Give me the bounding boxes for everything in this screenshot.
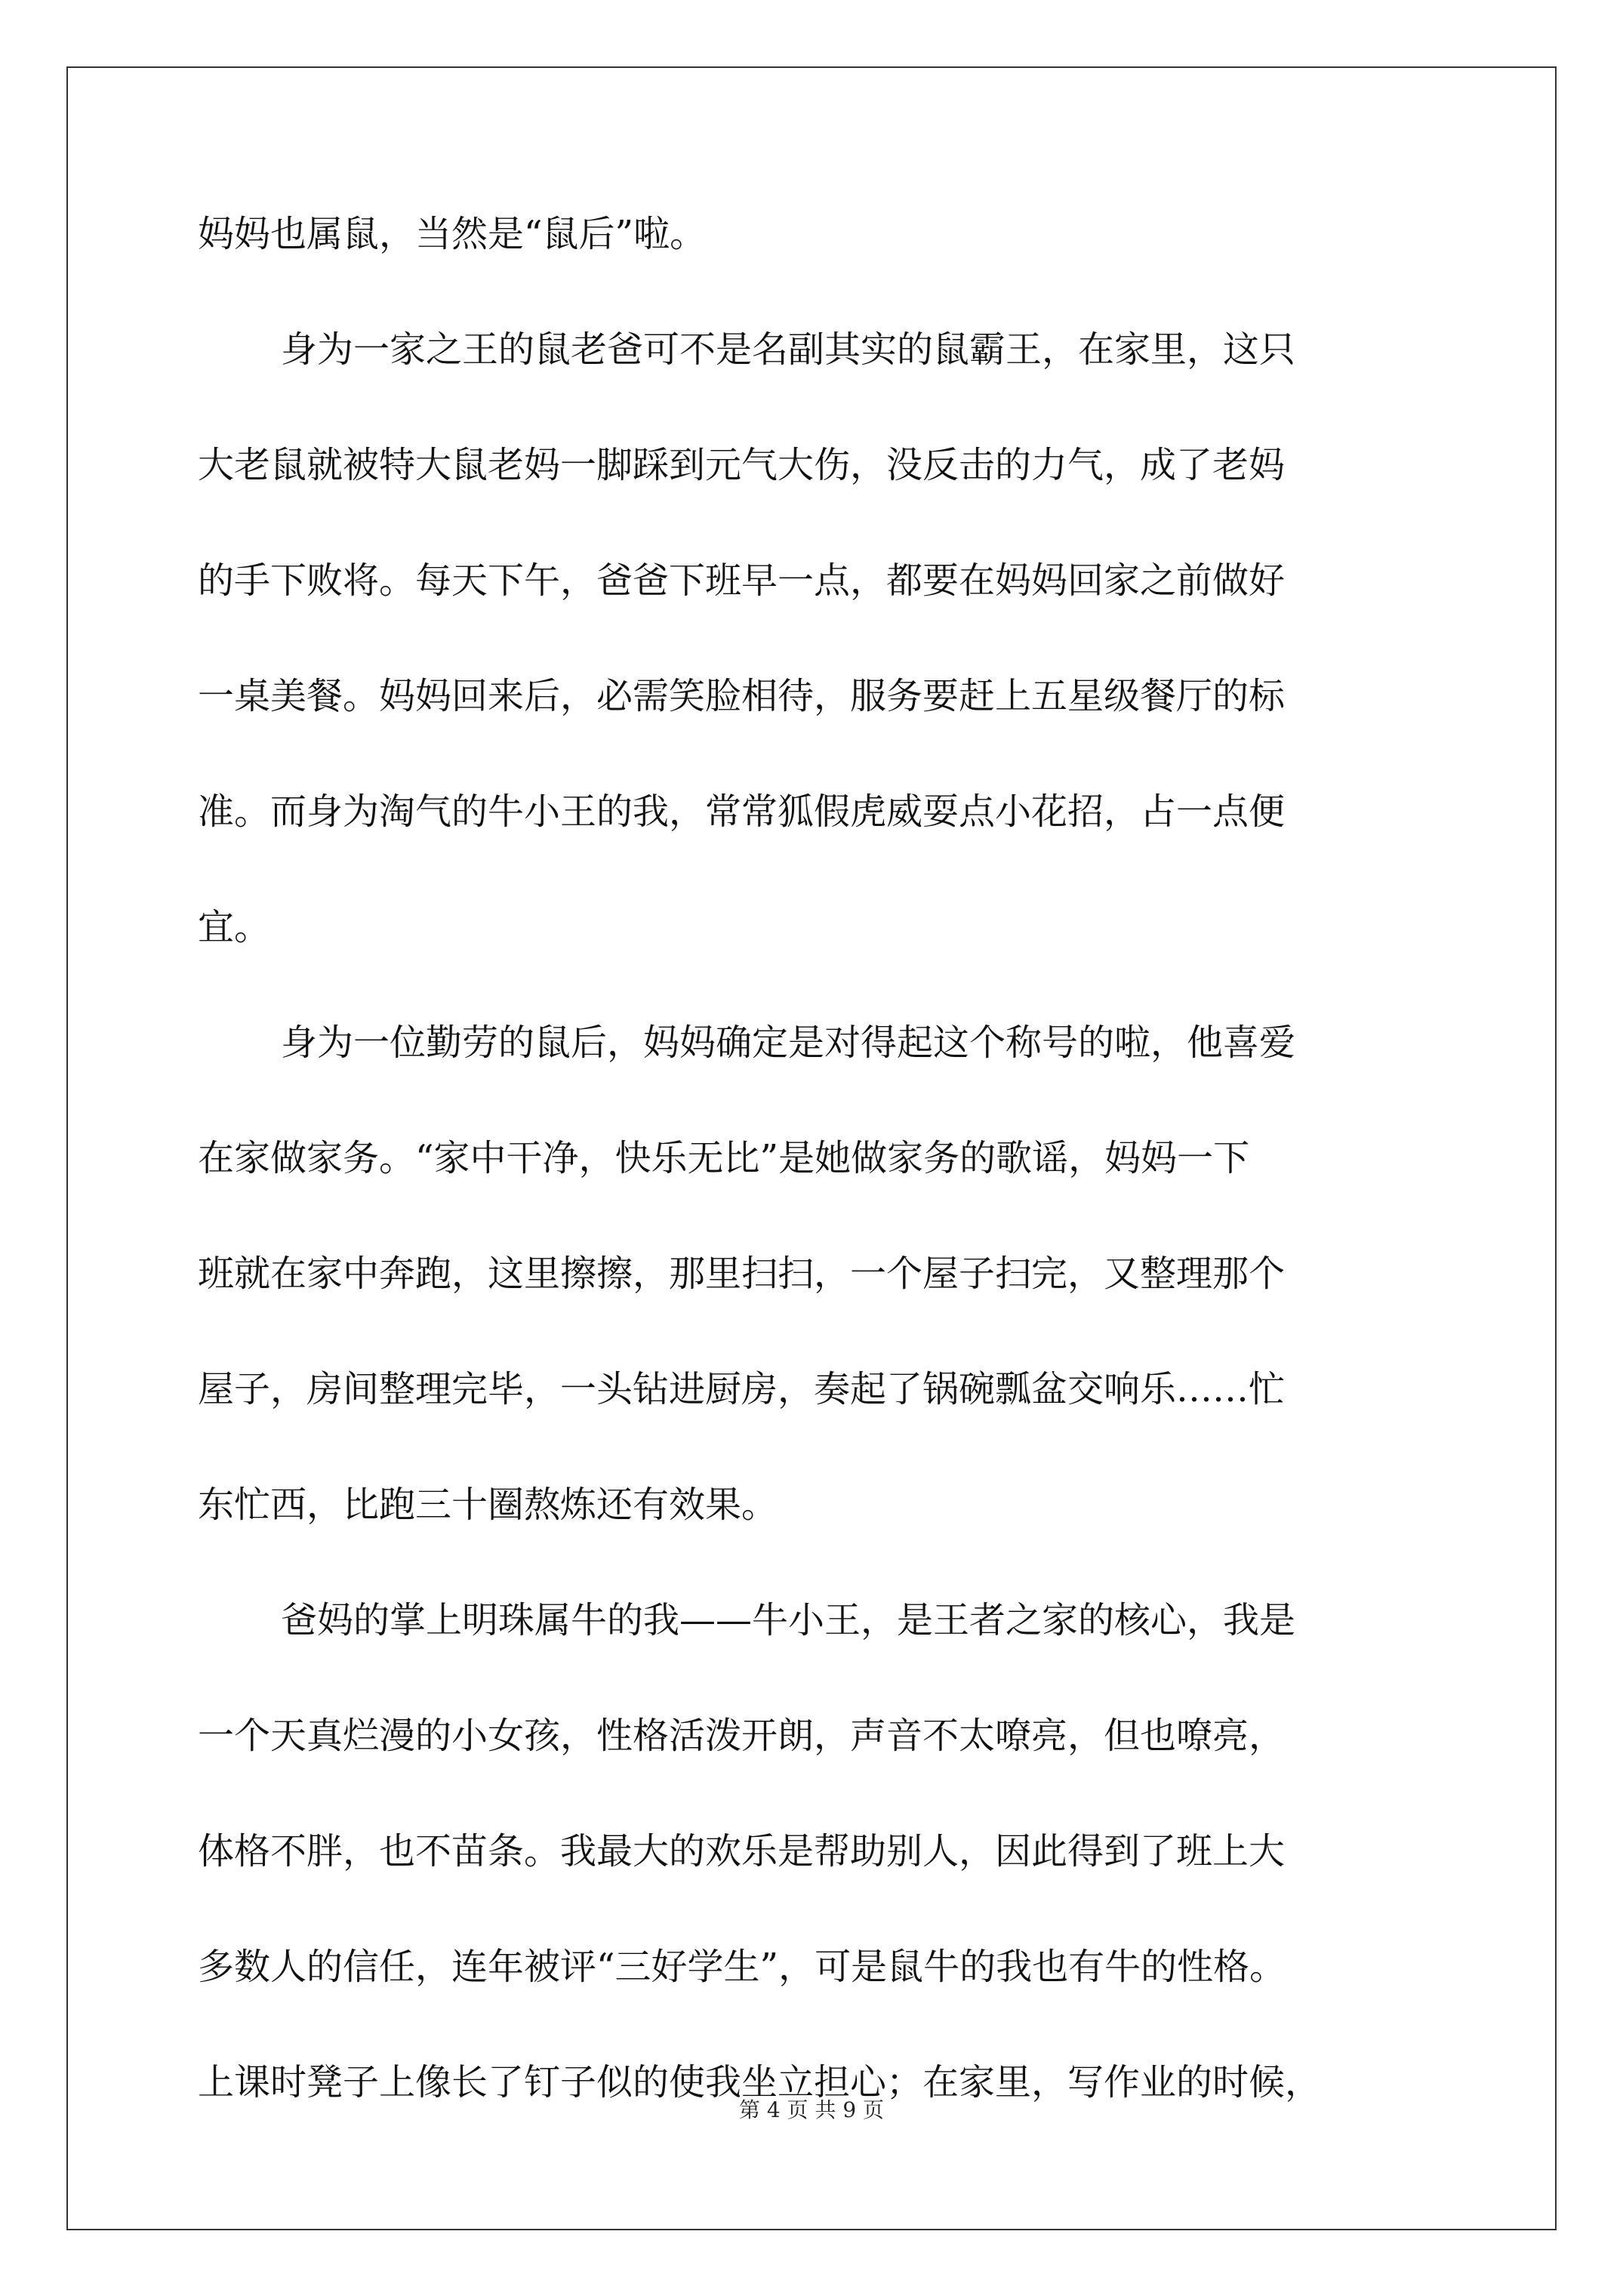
- text-line: 的手下败将。每天下午，爸爸下班早一点，都要在妈妈回家之前做好: [198, 559, 1286, 602]
- text-line: 东忙西，比跑三十圈熬炼还有效果。: [198, 1484, 778, 1526]
- text-line: 准。而身为淘气的牛小王的我，常常狐假虎威耍点小花招，占一点便: [198, 791, 1286, 833]
- text-line: 班就在家中奔跑，这里擦擦，那里扫扫，一个屋子扫完，又整理那个: [198, 1253, 1286, 1295]
- text-line: 在家做家务。“家中干净，快乐无比”是她做家务的歌谣，妈妈一下: [198, 1137, 1250, 1179]
- text-line: 体格不胖，也不苗条。我最大的欢乐是帮助别人，因此得到了班上大: [198, 1830, 1286, 1872]
- text-line: 多数人的信任，连年被评“三好学生”，可是鼠牛的我也有牛的性格。: [198, 1946, 1286, 1988]
- text-line: 一桌美餐。妈妈回来后，必需笑脸相待，服务要赶上五星级餐厅的标: [198, 675, 1286, 717]
- page-number: 第 4 页 共 9 页: [738, 2097, 885, 2122]
- text-line: 爸妈的掌上明珠属牛的我——牛小王，是王者之家的核心，我是: [281, 1599, 1296, 1641]
- text-line: 屋子，房间整理完毕，一头钻进厨房，奏起了锅碗瓢盆交响乐……忙: [198, 1368, 1286, 1410]
- text-line: 上课时凳子上像长了钉子似的使我坐立担心；在家里，写作业的时候，: [198, 2061, 1322, 2103]
- text-line: 身为一家之王的鼠老爸可不是名副其实的鼠霸王，在家里，这只: [281, 328, 1296, 371]
- text-line: 大老鼠就被特大鼠老妈一脚踩到元气大伤，没反击的力气，成了老妈: [198, 444, 1286, 486]
- text-line: 妈妈也属鼠，当然是“鼠后”啦。: [198, 213, 707, 255]
- text-line: 身为一位勤劳的鼠后，妈妈确定是对得起这个称号的啦，他喜爱: [281, 1022, 1296, 1064]
- text-line: 宜。: [198, 906, 271, 948]
- text-line: 一个天真烂漫的小女孩，性格活泼开朗，声音不太嘹亮，但也嘹亮，: [198, 1715, 1286, 1757]
